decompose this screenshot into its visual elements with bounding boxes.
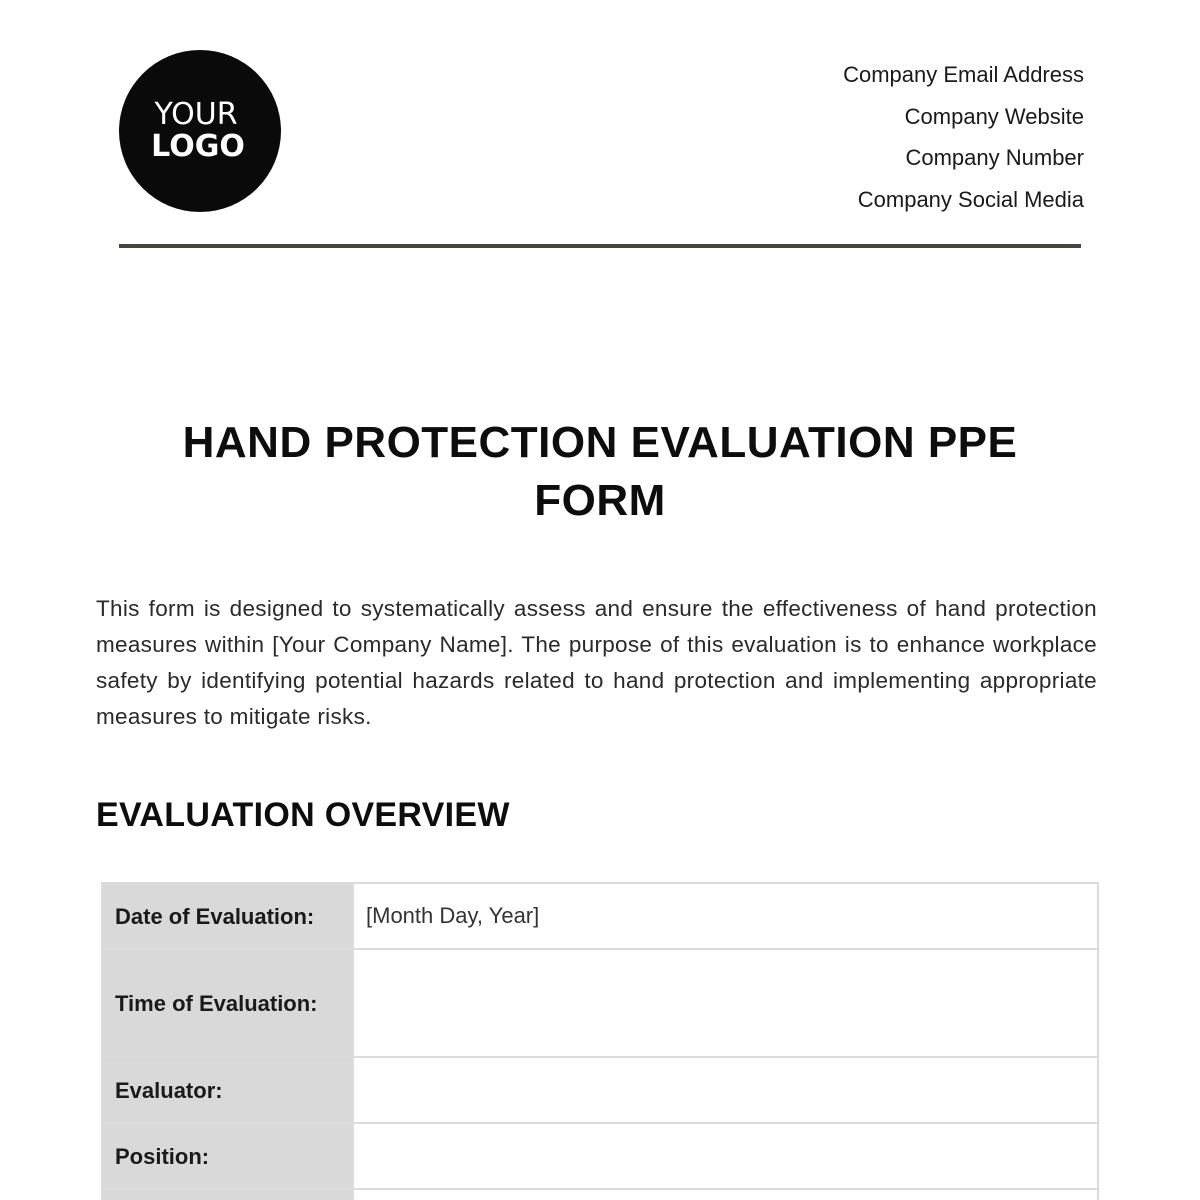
form-title: HAND PROTECTION EVALUATION PPE FORM <box>182 418 1018 525</box>
company-email: Company Email Address <box>843 62 1084 87</box>
table-row <box>102 1057 1098 1123</box>
table-row <box>102 883 1098 949</box>
evaluation-overview-heading: EVALUATION OVERVIEW <box>96 796 510 834</box>
evaluator-field[interactable] <box>353 1057 1098 1123</box>
header-divider <box>119 244 1081 248</box>
table-row <box>102 949 1098 1057</box>
date-of-evaluation-field[interactable]: [Month Day, Year] <box>353 883 1098 949</box>
table-row <box>102 1123 1098 1189</box>
logo-line-1: YOUR <box>154 97 238 132</box>
position-label: Position: <box>102 1123 353 1189</box>
company-contact-block <box>843 54 1084 220</box>
form-introduction: This form is designed to systematically assess and ensure the effectiveness of hand protection measures within [Your Company Name]. The purpose of this evaluation is to enhance workplace safety by identifying potential hazards related to hand protection and implementing appropriate measures to mitigate risks. <box>96 596 1097 729</box>
next-row-label <box>102 1189 353 1200</box>
evaluation-overview-table <box>101 882 1099 1200</box>
company-logo <box>119 50 281 212</box>
evaluator-label: Evaluator: <box>102 1057 353 1123</box>
company-website: Company Website <box>904 103 1084 129</box>
next-row-field[interactable] <box>353 1189 1098 1200</box>
logo-line-2: LOGO <box>151 129 245 164</box>
company-number: Company Number <box>905 145 1084 170</box>
time-of-evaluation-label: Time of Evaluation: <box>102 949 353 1057</box>
time-of-evaluation-field[interactable] <box>353 949 1098 1057</box>
position-field[interactable] <box>353 1123 1098 1189</box>
company-social-media: Company Social Media <box>857 186 1084 212</box>
table-row-partial <box>102 1189 1098 1200</box>
date-of-evaluation-label: Date of Evaluation: <box>102 883 353 949</box>
